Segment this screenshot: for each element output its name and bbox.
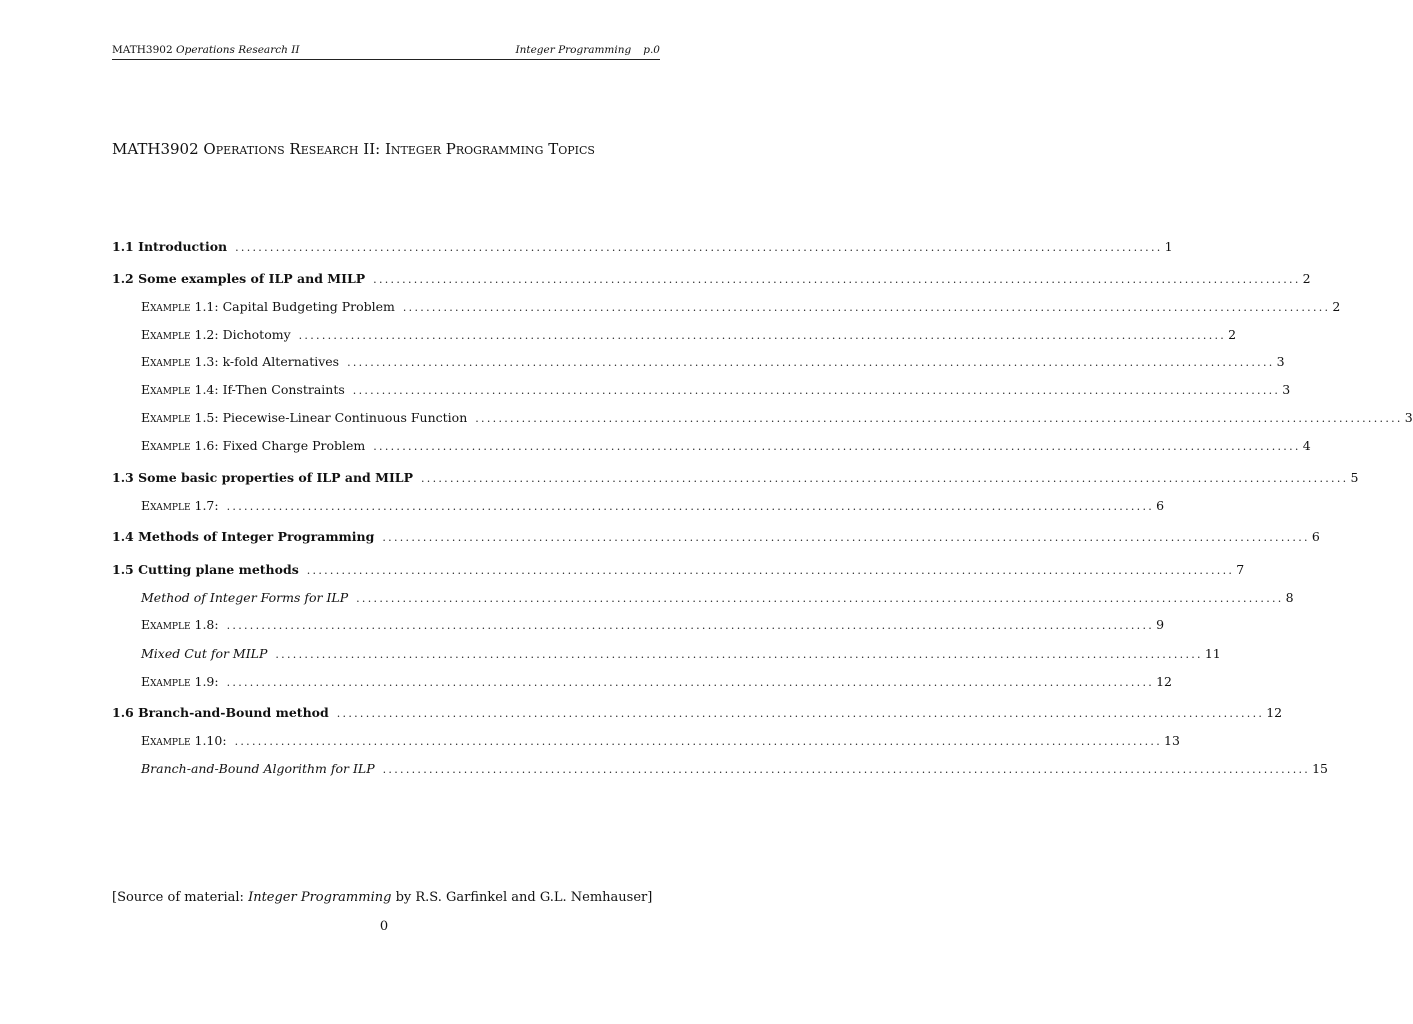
header-page-ref: p.0 xyxy=(643,44,660,56)
toc-entry-label xyxy=(141,381,353,399)
toc-entry-page: 3 xyxy=(1404,410,1413,425)
toc-entry-text: Mixed Cut for MILP xyxy=(141,646,268,661)
toc-entry-page: 1 xyxy=(1164,239,1173,254)
toc-entry[interactable] xyxy=(112,704,1283,722)
toc-entry-prefix: Example xyxy=(141,382,191,397)
toc-entry-text: 1.3 Some basic properties of ILP and MILP xyxy=(112,470,413,485)
header-course-code: MATH3902 xyxy=(112,44,173,56)
toc-entry-text: 1.6 Branch-and-Bound method xyxy=(112,705,329,720)
toc-leader-dots: ................................................................................................................................................................ xyxy=(352,384,1281,397)
toc-entry-label xyxy=(141,326,299,344)
toc-entry-page: 8 xyxy=(1285,590,1294,605)
toc-entry[interactable] xyxy=(141,298,1341,316)
toc-entry[interactable] xyxy=(141,760,1328,778)
toc-entry-page: 6 xyxy=(1311,529,1320,544)
toc-entry[interactable] xyxy=(141,497,1165,515)
toc-entry-page: 3 xyxy=(1276,354,1285,369)
toc-entry[interactable] xyxy=(112,469,1359,487)
toc-leader-dots: ................................................................................................................................................................ xyxy=(475,412,1403,425)
toc-leader-dots: ................................................................................................................................................................ xyxy=(347,356,1275,369)
toc-leader-dots: ................................................................................................................................................................ xyxy=(226,500,1155,513)
toc-leader-dots: ................................................................................................................................................................ xyxy=(306,564,1235,577)
toc-entry-label xyxy=(141,497,227,515)
toc-entry-text: 1.9: xyxy=(190,674,219,689)
toc-leader-dots: ................................................................................................................................................................ xyxy=(373,440,1301,453)
toc-entry[interactable] xyxy=(141,673,1172,691)
toc-entry-text: 1.1 Introduction xyxy=(112,239,228,254)
toc-entry-label xyxy=(141,645,275,663)
title-text: Operations Research II: Integer Programming Topics xyxy=(203,140,595,158)
toc-leader-dots: ................................................................................................................................................................ xyxy=(382,531,1310,544)
toc-entry-text: 1.5: Piecewise-Linear Continuous Function xyxy=(190,410,468,425)
toc-entry-page: 9 xyxy=(1156,617,1165,632)
toc-entry-prefix: Example xyxy=(141,438,191,453)
toc-entry-prefix: Example xyxy=(141,410,191,425)
toc-entry-page: 7 xyxy=(1236,562,1245,577)
toc-leader-dots: ................................................................................................................................................................ xyxy=(226,619,1155,632)
toc-entry-text: 1.6: Fixed Charge Problem xyxy=(190,438,366,453)
toc-entry[interactable] xyxy=(112,270,1311,288)
toc-entry-page: 15 xyxy=(1312,761,1328,776)
document-title xyxy=(112,139,672,159)
toc-entry-prefix: Example xyxy=(141,498,191,513)
page-number: 0 xyxy=(379,919,389,934)
toc-entry-text: 1.3: k-fold Alternatives xyxy=(190,354,340,369)
toc-entry[interactable] xyxy=(141,437,1311,455)
toc-entry-label xyxy=(141,732,235,750)
toc-entry-page: 2 xyxy=(1228,327,1237,342)
toc-entry-prefix: Example xyxy=(141,674,191,689)
toc-entry-text: 1.7: xyxy=(190,498,219,513)
toc-entry-text: 1.2: Dichotomy xyxy=(190,327,291,342)
toc-entry-label xyxy=(112,528,382,546)
toc-leader-dots: ................................................................................................................................................................ xyxy=(402,301,1331,314)
toc-entry-text: 1.10: xyxy=(190,733,227,748)
toc-entry[interactable] xyxy=(141,409,1413,427)
toc-entry-page: 12 xyxy=(1266,705,1283,720)
toc-leader-dots: ................................................................................................................................................................ xyxy=(226,676,1155,689)
toc-entry[interactable] xyxy=(141,732,1180,750)
toc-leader-dots: ................................................................................................................................................................ xyxy=(336,707,1265,720)
toc-leader-dots: ................................................................................................................................................................ xyxy=(382,763,1311,776)
running-header xyxy=(112,43,660,60)
toc-leader-dots: ................................................................................................................................................................ xyxy=(356,592,1284,605)
toc-entry-page: 2 xyxy=(1332,299,1341,314)
toc-entry-label xyxy=(141,760,383,778)
toc-entry-prefix: Example xyxy=(141,299,191,314)
toc-entry-label xyxy=(112,270,373,288)
toc-entry-page: 12 xyxy=(1156,674,1172,689)
toc-entry-label xyxy=(141,409,475,427)
toc-entry-label xyxy=(112,238,235,256)
toc-entry[interactable] xyxy=(112,561,1245,579)
toc-entry-prefix: Example xyxy=(141,617,191,632)
toc-entry-label xyxy=(141,589,356,607)
toc-entry-label xyxy=(141,673,227,691)
toc-entry[interactable] xyxy=(141,353,1285,371)
toc-entry-text: 1.5 Cutting plane methods xyxy=(112,562,299,577)
toc-entry-text: Branch-and-Bound Algorithm for ILP xyxy=(141,761,375,776)
toc-leader-dots: ................................................................................................................................................................ xyxy=(234,735,1163,748)
source-rest: by R.S. Garfinkel and G.L. Nemhauser] xyxy=(391,890,653,905)
toc-entry-label xyxy=(141,353,347,371)
toc-leader-dots: ................................................................................................................................................................ xyxy=(373,273,1301,286)
toc-entry-page: 3 xyxy=(1282,382,1291,397)
source-book-title: Integer Programming xyxy=(248,890,392,905)
header-right xyxy=(515,43,660,57)
toc-entry-text: 1.1: Capital Budgeting Problem xyxy=(190,299,395,314)
source-note xyxy=(112,889,652,907)
toc-entry-label xyxy=(141,298,403,316)
toc-entry[interactable] xyxy=(141,326,1237,344)
toc-entry-page: 5 xyxy=(1350,470,1359,485)
header-left xyxy=(112,43,300,57)
header-course-name: Operations Research II xyxy=(176,44,300,56)
toc-entry[interactable] xyxy=(141,381,1291,399)
toc-leader-dots: ................................................................................................................................................................ xyxy=(235,241,1163,254)
toc-entry-page: 13 xyxy=(1164,733,1180,748)
toc-entry-label xyxy=(112,704,337,722)
toc-entry-label xyxy=(141,437,373,455)
toc-entry-label xyxy=(112,469,421,487)
toc-entry[interactable] xyxy=(112,238,1173,256)
toc-entry-label xyxy=(112,561,307,579)
toc-entry-text: 1.4: If-Then Constraints xyxy=(190,382,345,397)
toc-entry-prefix: Example xyxy=(141,354,191,369)
toc-entry-text: Method of Integer Forms for ILP xyxy=(141,590,349,605)
toc-entry[interactable] xyxy=(141,589,1294,607)
toc-entry-page: 6 xyxy=(1156,498,1165,513)
header-topic: Integer Programming xyxy=(515,44,632,56)
toc-leader-dots: ................................................................................................................................................................ xyxy=(275,648,1203,661)
toc-entry-text: 1.2 Some examples of ILP and MILP xyxy=(112,271,366,286)
toc-entry[interactable] xyxy=(141,616,1165,634)
title-code: MATH3902 xyxy=(112,140,199,158)
toc-entry[interactable] xyxy=(141,645,1221,663)
toc-entry-text: 1.8: xyxy=(190,617,219,632)
toc-entry[interactable] xyxy=(112,528,1320,546)
toc-entry-page: 4 xyxy=(1302,438,1311,453)
toc-entry-prefix: Example xyxy=(141,327,191,342)
toc-entry-label xyxy=(141,616,227,634)
source-open: [Source of material: xyxy=(112,890,249,905)
toc-leader-dots: ................................................................................................................................................................ xyxy=(421,472,1349,485)
toc-entry-prefix: Example xyxy=(141,733,191,748)
toc-entry-page: 11 xyxy=(1204,646,1221,661)
toc-leader-dots: ................................................................................................................................................................ xyxy=(298,329,1227,342)
toc-entry-page: 2 xyxy=(1302,271,1311,286)
toc-entry-text: 1.4 Methods of Integer Programming xyxy=(112,529,375,544)
